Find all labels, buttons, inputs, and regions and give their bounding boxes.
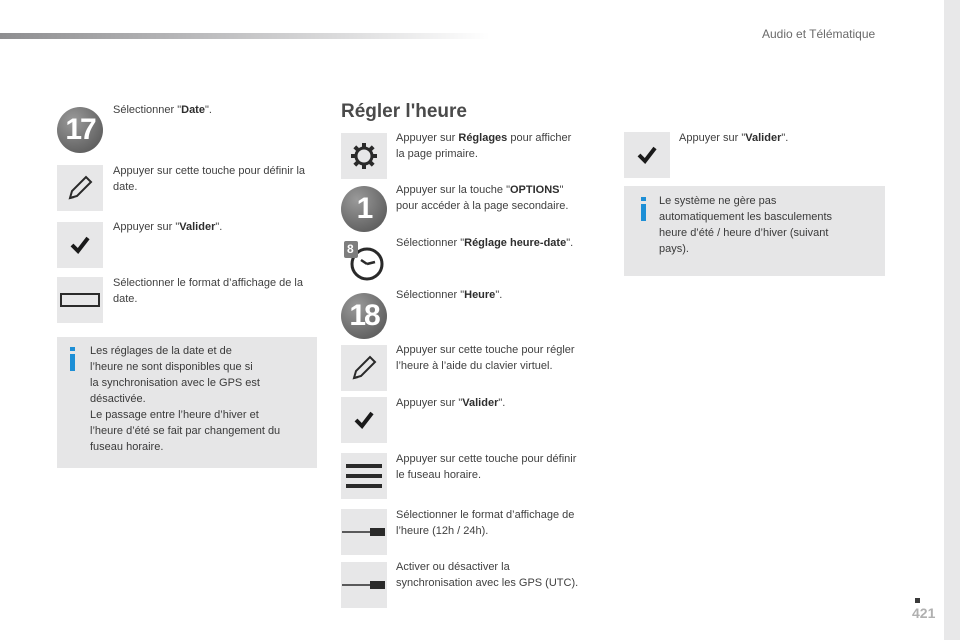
menu-icon-box[interactable] <box>341 453 387 499</box>
check-icon-box-2[interactable] <box>341 397 387 443</box>
right-info-text: Le système ne gère pas automatiquement les basculements heure d’été / heure d’hiver (suivant pays). <box>659 195 833 255</box>
section-title: Audio et Télématique <box>762 27 876 41</box>
page-number: 421 <box>912 605 936 621</box>
check-icon-box[interactable] <box>57 222 103 268</box>
pencil-icon-box[interactable] <box>57 165 103 211</box>
mid-step4-text: Sélectionner "Heure". <box>396 289 503 301</box>
pencil-icon-box-2[interactable] <box>341 345 387 391</box>
pencil-icon <box>65 173 95 203</box>
pencil-icon <box>349 353 379 383</box>
left-info-box <box>57 337 317 468</box>
step-badge-18: 18 <box>341 293 387 339</box>
header-gradient-bar <box>0 33 490 39</box>
mid-step1-text: Appuyer sur Réglages pour afficher la page primaire. <box>396 132 572 160</box>
checkmark-icon <box>636 144 658 166</box>
clock-icon-box[interactable] <box>341 238 387 284</box>
step-badge-17: 17 <box>57 107 103 153</box>
page-title: Régler l'heure <box>341 101 467 122</box>
toggle-icon-box-2[interactable] <box>341 562 387 608</box>
page-marker <box>915 598 920 603</box>
checkmark-icon <box>353 409 375 431</box>
left-step4-text: Sélectionner le format d’affichage de la date. <box>113 277 303 305</box>
left-step1-text: Sélectionner "Date". <box>113 104 212 116</box>
mid-step2-text: Appuyer sur la touche "OPTIONS" pour accéder à la page secondaire. <box>396 184 569 212</box>
right-step1-text: Appuyer sur "Valider". <box>679 132 789 144</box>
gear-icon-box[interactable] <box>341 133 387 179</box>
mid-step6-text: Appuyer sur "Valider". <box>396 397 506 409</box>
mid-step7-text: Appuyer sur cette touche pour définir le fuseau horaire. <box>396 453 577 481</box>
page-edge-strip <box>944 0 960 640</box>
step-badge-1: 1 <box>341 186 387 232</box>
mid-step9-text: Activer ou désactiver la synchronisation avec les GPS (UTC). <box>396 561 579 589</box>
checkmark-icon <box>69 234 91 256</box>
gear-icon <box>349 141 379 171</box>
left-info-text: Les réglages de la date et de l’heure ne sont disponibles que si la synchronisation avec le GPS est désactivée. Le passage entre l’heure d’hiver et l’heure d’été se fait par changement du fuseau horaire. <box>90 345 281 453</box>
check-icon-box-3[interactable] <box>624 132 670 178</box>
toggle-slider-icon <box>342 579 386 591</box>
format-bar-icon <box>60 293 100 307</box>
left-step3-text: Appuyer sur "Valider". <box>113 221 223 233</box>
mid-step8-text: Sélectionner le format d’affichage de l’heure (12h / 24h). <box>396 509 575 537</box>
clock-badge-label: 8 <box>347 242 354 256</box>
right-info-box <box>624 186 885 276</box>
toggle-slider-icon <box>342 526 386 538</box>
menu-lines-icon <box>346 461 382 491</box>
mid-step5-text: Appuyer sur cette touche pour régler l’heure à l’aide du clavier virtuel. <box>396 344 575 372</box>
mid-step3-text: Sélectionner "Réglage heure-date". <box>396 237 574 249</box>
format-icon-box[interactable] <box>57 277 103 323</box>
left-step2-text: Appuyer sur cette touche pour définir la date. <box>113 165 306 193</box>
toggle-icon-box-1[interactable] <box>341 509 387 555</box>
